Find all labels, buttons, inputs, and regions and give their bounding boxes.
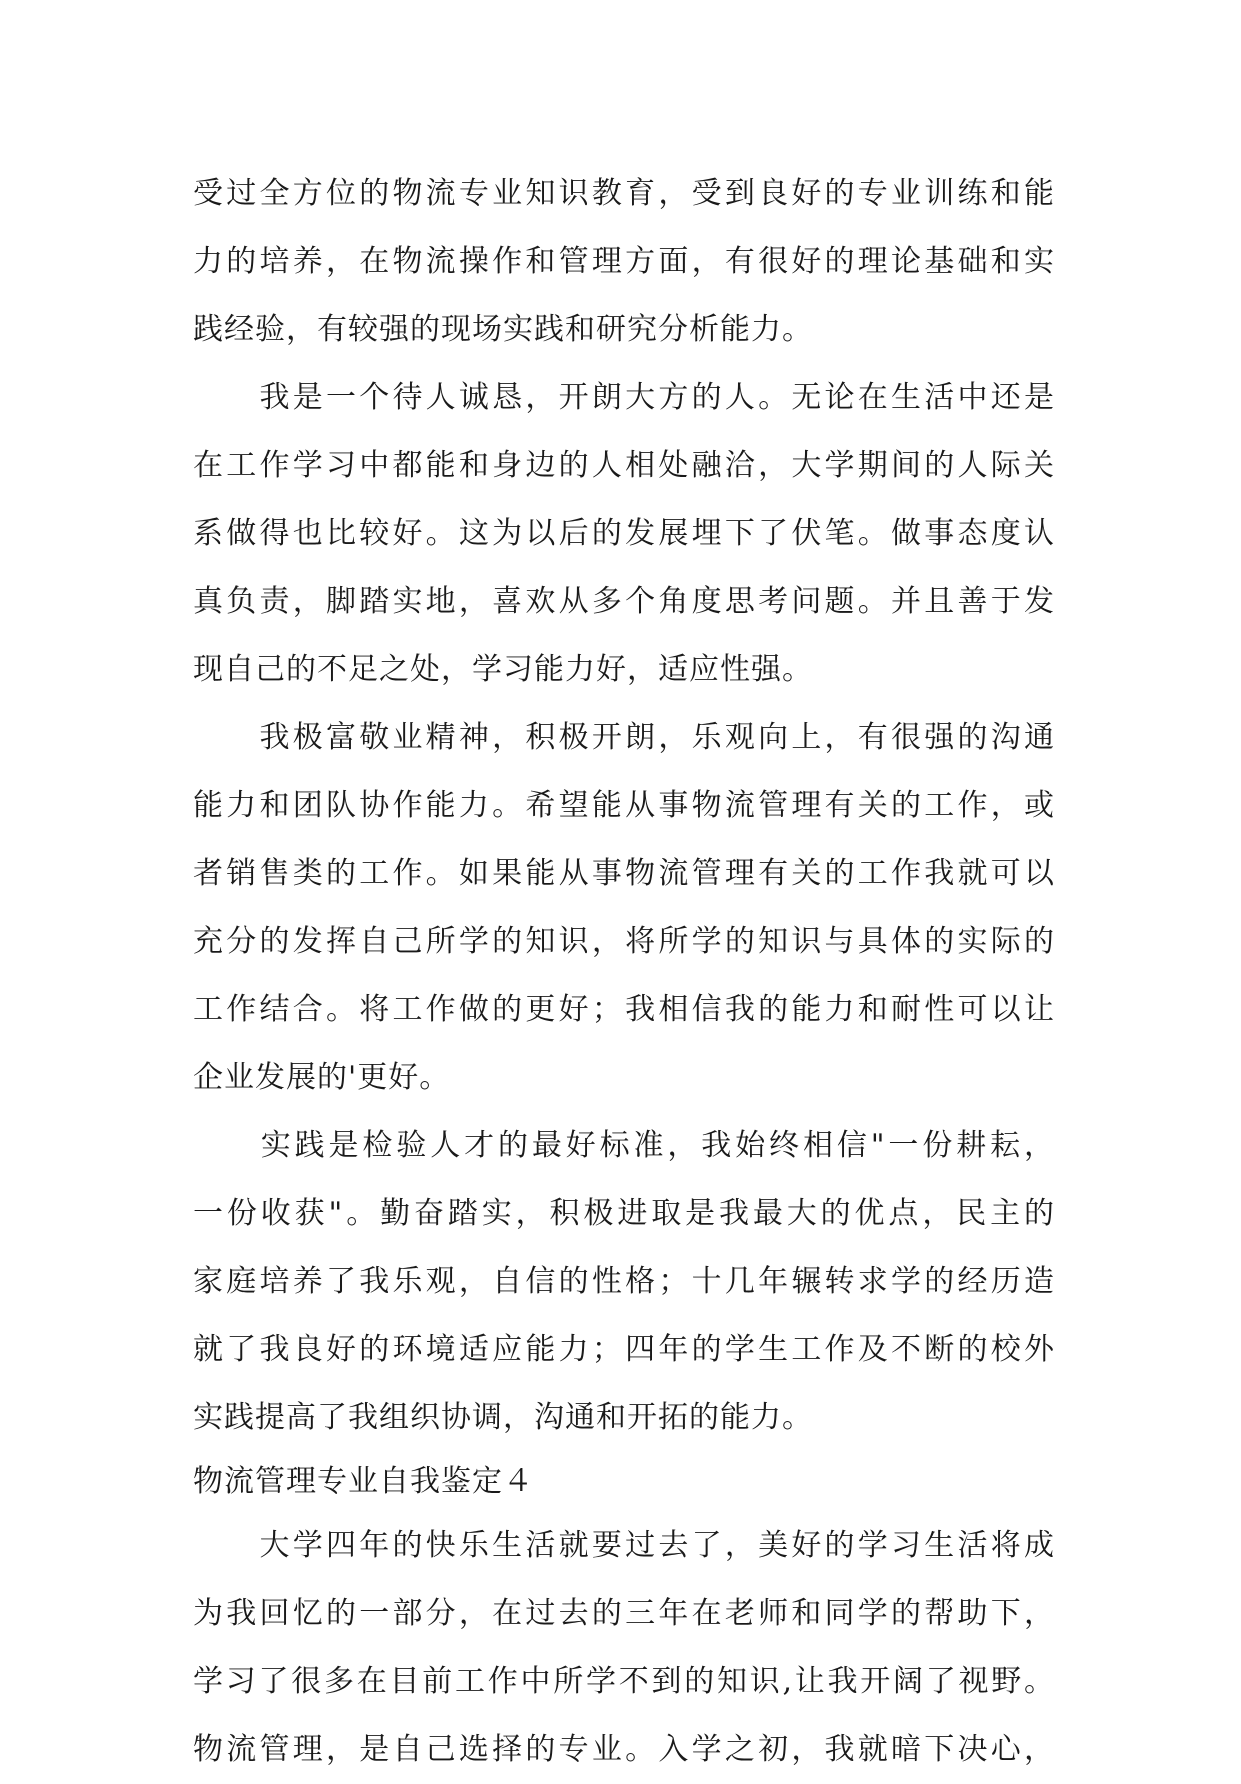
text-line: 受过全方位的物流专业知识教育，受到良好的专业训练和能 xyxy=(193,176,1055,211)
paragraph xyxy=(193,160,1055,364)
text-line: 我极富敬业精神，积极开朗，乐观向上，有很强的沟通 xyxy=(193,720,1055,755)
text-line: 力的培养，在物流操作和管理方面，有很好的理论基础和实 xyxy=(193,244,1055,279)
text-line: 现自己的不足之处，学习能力好，适应性强。 xyxy=(193,652,813,687)
text-line: 践经验，有较强的现场实践和研究分析能力。 xyxy=(193,312,813,347)
text-line: 充分的发挥自己所学的知识，将所学的知识与具体的实际的 xyxy=(193,924,1055,959)
paragraph xyxy=(193,704,1055,1112)
text-line: 实践提高了我组织协调，沟通和开拓的能力。 xyxy=(193,1400,813,1435)
text-line: 家庭培养了我乐观，自信的性格；十几年辗转求学的经历造 xyxy=(193,1264,1055,1299)
text-line: 我是一个待人诚恳，开朗大方的人。无论在生活中还是 xyxy=(193,380,1055,415)
text-line: 企业发展的'更好。 xyxy=(193,1060,451,1095)
paragraph xyxy=(193,1112,1055,1452)
section-heading: 物流管理专业自我鉴定４ xyxy=(193,1464,534,1499)
text-line: 真负责，脚踏实地，喜欢从多个角度思考问题。并且善于发 xyxy=(193,584,1055,619)
document-body xyxy=(193,160,1055,1784)
paragraph xyxy=(193,364,1055,704)
text-line: 实践是检验人才的最好标准，我始终相信"一份耕耘， xyxy=(193,1128,1055,1163)
text-line: 就了我良好的环境适应能力；四年的学生工作及不断的校外 xyxy=(193,1332,1055,1367)
paragraph xyxy=(193,1512,1055,1784)
text-line: 能力和团队协作能力。希望能从事物流管理有关的工作，或 xyxy=(193,788,1055,823)
text-line: 大学四年的快乐生活就要过去了，美好的学习生活将成 xyxy=(193,1528,1055,1563)
text-line: 一份收获"。勤奋踏实，积极进取是我最大的优点，民主的 xyxy=(193,1196,1055,1231)
text-line: 物流管理，是自己选择的专业。入学之初，我就暗下决心， xyxy=(193,1732,1055,1767)
text-line: 在工作学习中都能和身边的人相处融洽，大学期间的人际关 xyxy=(193,448,1055,483)
text-line: 工作结合。将工作做的更好；我相信我的能力和耐性可以让 xyxy=(193,992,1055,1027)
text-line: 为我回忆的一部分，在过去的三年在老师和同学的帮助下， xyxy=(193,1596,1055,1631)
text-line: 系做得也比较好。这为以后的发展埋下了伏笔。做事态度认 xyxy=(193,516,1055,551)
text-line: 者销售类的工作。如果能从事物流管理有关的工作我就可以 xyxy=(193,856,1055,891)
text-line: 学习了很多在目前工作中所学不到的知识,让我开阔了视野。 xyxy=(193,1664,1055,1699)
